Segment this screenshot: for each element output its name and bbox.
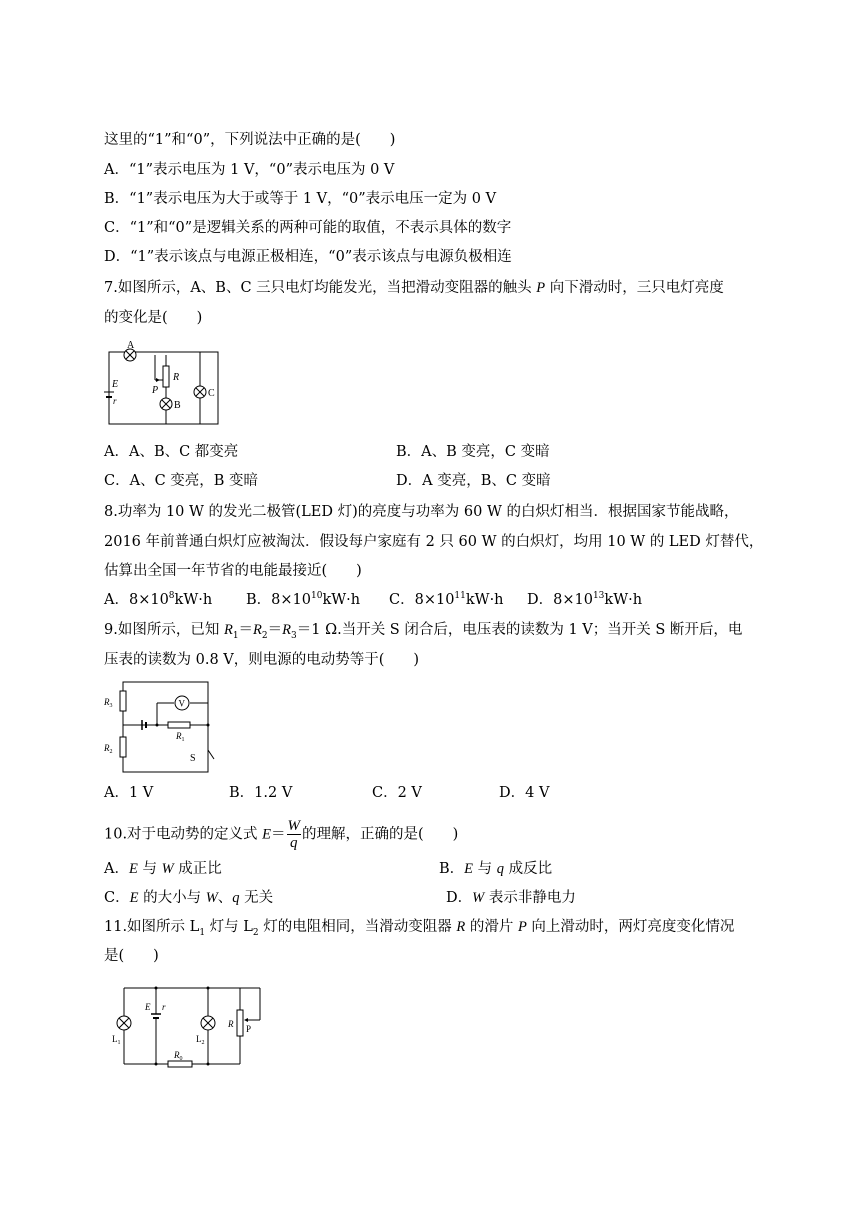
q7-option-c: C．A、C 变亮，B 变暗 (104, 473, 259, 489)
q8-stem-line3: 估算出全国一年节省的电能最接近( ) (104, 563, 362, 579)
fig9-label-r2: $R_2$ (104, 743, 113, 755)
q8-a-base: A．8×10 (104, 592, 169, 608)
circuit-diagram-q11 (110, 980, 270, 1070)
q8-option-b (246, 590, 360, 610)
q11-stem-line2: 是( ) (104, 948, 159, 964)
q8-c-unit: kW·h (465, 592, 504, 608)
q10-text: 10.对于电动势的定义式 (104, 826, 263, 843)
q11-stem-line1: 11.如图所示 $L_1$ 灯与 $L_2$ 灯的电阻相同，当滑动变阻器 R 的滑片 P 向上滑动时，两灯亮度变化情况 (104, 919, 735, 938)
q8-b-unit: kW·h (322, 592, 361, 608)
q9-r1: R (223, 622, 233, 638)
q7-stem-line1 (104, 278, 724, 298)
q7-stem-text: 7.如图所示，A、B、C 三只电灯均能发光，当把滑动变阻器的触头 (104, 280, 537, 296)
q8-b-exp: 10 (310, 591, 323, 602)
circuit-diagram-q9 (104, 677, 224, 777)
q9-option-a: A．1 V (104, 785, 154, 801)
fig7-label-a: A (127, 340, 135, 351)
q8-d-exp: 13 (592, 591, 605, 602)
q9-option-c: C．2 V (372, 785, 422, 801)
q9-r2: R (253, 622, 262, 638)
q6-option-d: D．“1”表示该点与电源正极相连，“0”表示该点与电源负极相连 (104, 249, 512, 265)
q9-text-2: ＝1 Ω.当开关 S 闭合后，电压表的读数为 1 V；当开关 S 断开后，电 (296, 622, 743, 638)
fig9-label-r1: $R_1$ (176, 731, 185, 743)
fig11-label-e: E (145, 1002, 151, 1012)
fig11-label-r0: $R_0$ (174, 1050, 183, 1062)
fig9-label-switch: S (190, 753, 196, 764)
q7-option-b: B．A、B 变亮，C 变暗 (396, 444, 550, 460)
q10-numerator: W (287, 818, 301, 834)
q7-stem-text-2: 向下滑动时，三只电灯亮度 (545, 280, 724, 296)
q10-text-2: 的理解，正确的是( ) (302, 826, 459, 843)
fig7-label-b: B (174, 400, 181, 411)
fig11-label-p: P (246, 1024, 252, 1034)
fig7-label-r: r (113, 396, 117, 406)
q9-stem-line1: 9.如图所示，已知 $R_1=R_2=R_3=1$ Ω.当开关 S 闭合后，电压表的读数为 1 V；当开关 S 断开后，电 (104, 622, 743, 641)
q10-option-b: B．E 与 q 成反比 (439, 861, 553, 877)
fig11-label-l1: $L_1$ (112, 1034, 121, 1046)
fig11-label-l2: $L_2$ (196, 1034, 205, 1046)
q9-option-b: B．1.2 V (229, 785, 293, 801)
q8-c-exp: 11 (454, 591, 466, 602)
q9-r2-sub: 2 (261, 630, 268, 641)
q8-stem-line1: 8.功率为 10 W 的发光二极管(LED 灯)的亮度与功率为 60 W 的白炽灯相当．根据国家节能战略， (104, 504, 739, 520)
fig7-label-c: C (208, 388, 215, 399)
q9-r3: R (282, 622, 291, 638)
fig9-label-voltmeter: V (178, 698, 185, 709)
q10-stem (104, 818, 458, 851)
q10-fraction (287, 818, 302, 851)
q9-r3-sub: 3 (291, 630, 297, 641)
circuit-diagram-q7 (104, 340, 234, 430)
q7-var-p: P (536, 280, 546, 296)
q8-a-unit: kW·h (174, 592, 213, 608)
fig7-label-e: E (112, 379, 119, 390)
q10-option-d: D．W 表示非静电力 (446, 890, 576, 906)
q10-var-e: E (262, 826, 272, 843)
q8-stem-line2: 2016 年前普通白炽灯应被淘汰．假设每户家庭有 2 只 60 W 的白炽灯，均用 10 W 的 LED 灯替代， (104, 534, 764, 550)
q8-a-exp: 8 (168, 591, 175, 602)
q10-option-a: A．E 与 W 成正比 (104, 861, 222, 877)
fig11-label-rheo: R (228, 1019, 234, 1029)
q7-option-d: D．A 变亮，B、C 变暗 (396, 473, 551, 489)
q9-text: 9.如图所示，已知 (104, 622, 224, 638)
q9-option-d: D．4 V (499, 785, 550, 801)
fig7-label-p: P (152, 385, 159, 396)
q9-stem-line2: 压表的读数为 0.8 V，则电源的电动势等于( ) (104, 652, 420, 668)
q7-option-a: A．A、B、C 都变亮 (104, 444, 239, 460)
fig11-label-r: r (162, 1002, 166, 1012)
q6-option-a: A．“1”表示电压为 1 V，“0”表示电压为 0 V (104, 162, 395, 178)
q8-b-base: B．8×10 (246, 592, 311, 608)
q8-c-base: C．8×10 (389, 592, 455, 608)
q6-option-b: B．“1”表示电压为大于或等于 1 V，“0”表示电压一定为 0 V (104, 191, 497, 207)
q8-option-a (104, 590, 212, 610)
q8-option-c (389, 590, 504, 610)
q8-option-d (527, 590, 642, 610)
q10-option-c: C．E 的大小与 W、q 无关 (104, 890, 274, 906)
q7-stem-line2: 的变化是( ) (104, 310, 203, 326)
q8-d-base: D．8×10 (527, 592, 593, 608)
q10-equals: ＝ (271, 826, 286, 843)
q10-denominator: q (290, 835, 298, 851)
q9-r1-sub: 1 (232, 630, 239, 641)
q6-option-c: C．“1”和“0”是逻辑关系的两种可能的取值，不表示具体的数字 (104, 220, 512, 236)
q6-stem: 这里的“1”和“0”，下列说法中正确的是( ) (104, 132, 396, 148)
q8-d-unit: kW·h (604, 592, 643, 608)
fig7-label-rheo: R (173, 372, 180, 383)
fig9-label-r3: $R_3$ (104, 697, 113, 709)
